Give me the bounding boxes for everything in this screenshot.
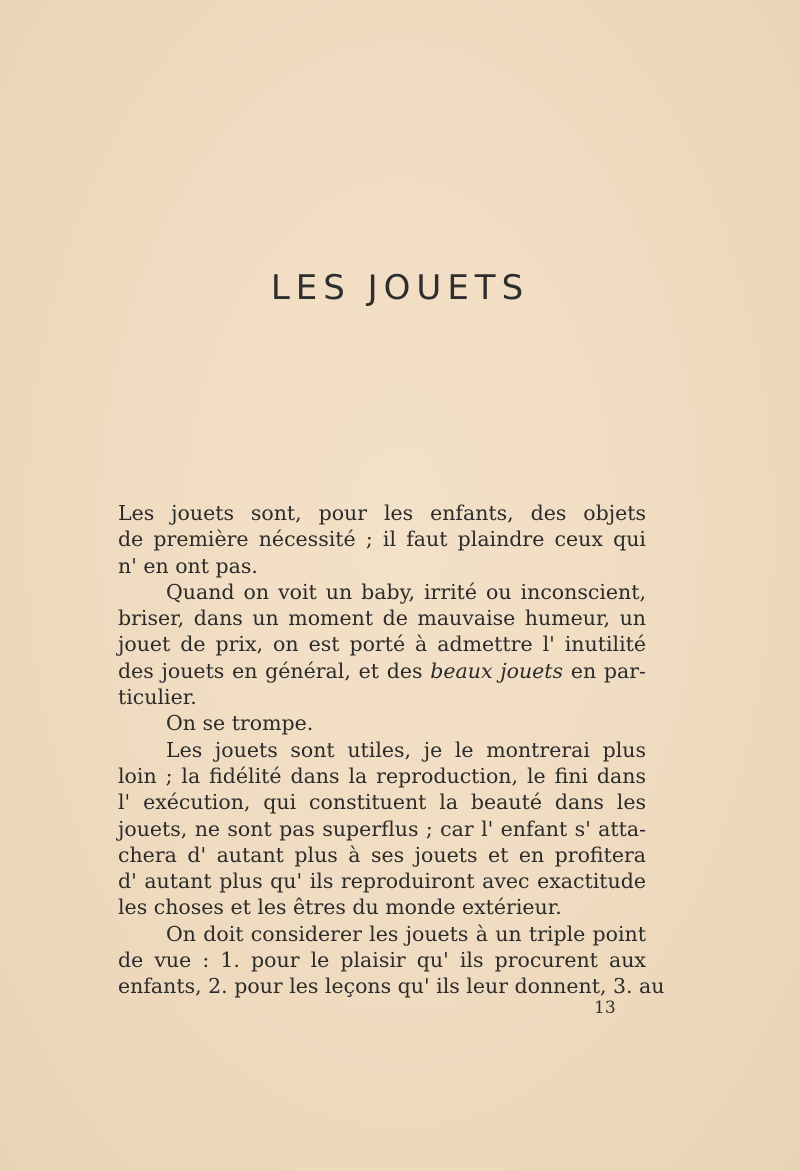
text-line: On doit considerer les jouets à un triple point [166, 921, 646, 946]
text-line: On se trompe. [166, 711, 314, 736]
text-line: Les jouets sont utiles, je le montrerai plus [166, 737, 646, 762]
text-line: l' exécution, qui constituent la beauté dans les [118, 790, 646, 815]
text-line: de première nécessité ; il faut plaindre ceux qui [118, 527, 646, 552]
text-line: chera d' autant plus à ses jouets et en profitera [118, 842, 646, 867]
text-line: Quand on voit un baby, irrité ou inconscient, [166, 579, 646, 604]
text-line: loin ; la fidélité dans la reproduction, le fini dans [118, 763, 646, 788]
italic-phrase: beaux jouets [430, 658, 564, 683]
text-line: n' en ont pas. [118, 553, 258, 578]
text-line: ticulier. [118, 685, 197, 710]
text-line: jouets, ne sont pas superflus ; car l' enfant s' atta- [118, 816, 646, 841]
text-line: Les jouets sont, pour les enfants, des objets [118, 501, 646, 525]
text-line: d' autant plus qu' ils reproduiront avec exactitude [118, 869, 646, 894]
text-line: briser, dans un moment de mauvaise humeur, un [118, 606, 646, 631]
text-segment: des jouets en général, et des [118, 658, 431, 683]
text-line-with-italic [118, 658, 646, 684]
text-segment: en par- [563, 658, 646, 683]
body-text [118, 500, 665, 1000]
chapter-title: LES JOUETS [270, 268, 530, 308]
text-line: jouet de prix, on est porté à admettre l' inutilité [118, 632, 646, 657]
text-line: de vue : 1. pour le plaisir qu' ils procurent aux [118, 948, 646, 973]
page-number: 13 [594, 998, 616, 1018]
text-line: les choses et les êtres du monde extérieur. [118, 895, 562, 920]
text-line: enfants, 2. pour les leçons qu' ils leur donnent, 3. au [118, 974, 665, 999]
